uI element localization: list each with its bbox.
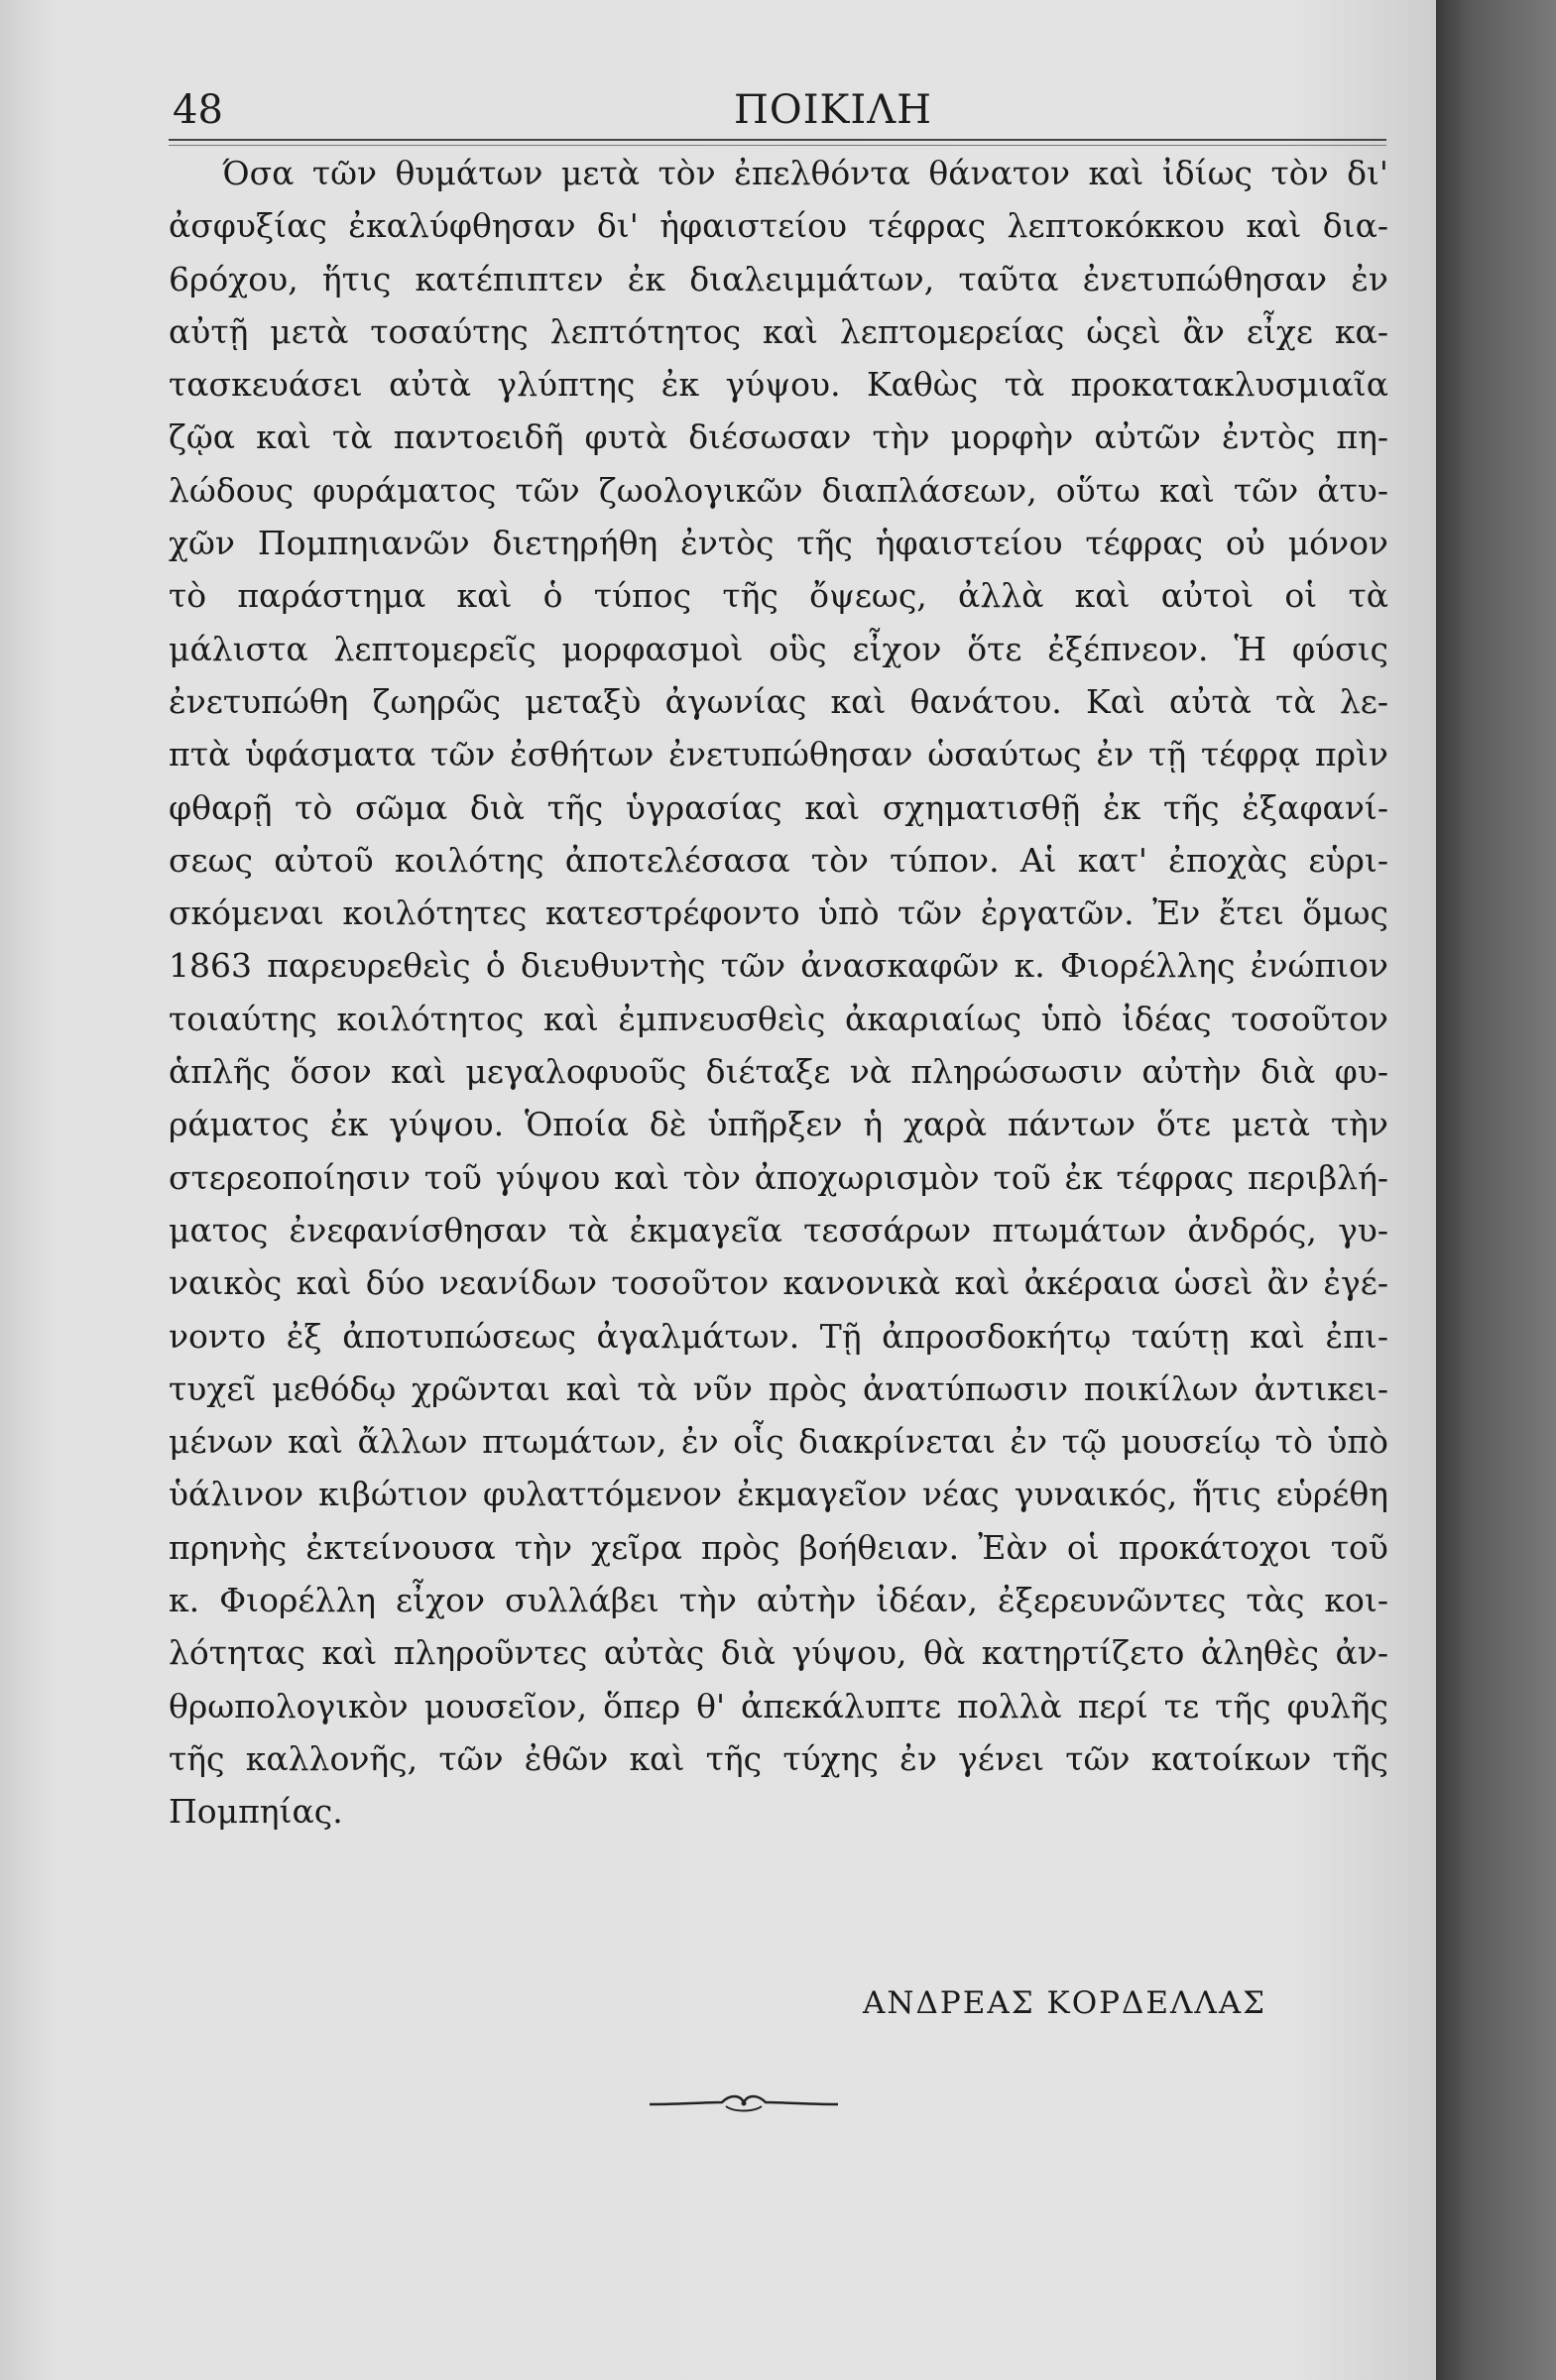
text-line: τασκευάσει αὐτὰ γλύπτης ἐκ γύψου. Καθὼς τὰ προκατακλυσμιαῖα — [169, 365, 1388, 405]
text-line: τὸ παράστημα καὶ ὁ τύπος τῆς ὄψεως, ἀλλὰ καὶ αὐτοὶ οἱ τὰ — [169, 576, 1388, 616]
text-line: λώδους φυράματος τῶν ζωολογικῶν διαπλάσεων, οὕτω καὶ τῶν ἀτυ- — [169, 470, 1388, 510]
page-number: 48 — [173, 87, 223, 133]
text-line: κ. Φιορέλλη εἶχον συλλάβει τὴν αὐτὴν ἰδέαν, ἐξερευνῶντες τὰς κοι- — [169, 1581, 1388, 1620]
text-line: σεως αὐτοῦ κοιλότης ἀποτελέσασα τὸν τύπον. Αἱ κατ' ἐποχὰς εὑρι- — [169, 840, 1388, 880]
running-title: ΠΟΙΚΙΛΗ — [734, 87, 932, 133]
text-line: ἁπλῆς ὅσον καὶ μεγαλοφυοῦς διέταξε νὰ πληρώσωσιν αὐτὴν διὰ φυ- — [169, 1052, 1388, 1092]
text-line: νοντο ἐξ ἀποτυπώσεως ἀγαλμάτων. Τῇ ἀπροσδοκήτῳ ταύτῃ καὶ ἐπι- — [169, 1316, 1388, 1356]
text-line: Πομπηίας. — [169, 1792, 343, 1832]
text-line: 1863 παρευρεθεὶς ὁ διευθυντὴς τῶν ἀνασκαφῶν κ. Φιορέλλης ἐνώπιον — [169, 946, 1388, 986]
text-line: τοιαύτης κοιλότητος καὶ ἐμπνευσθεὶς ἀκαριαίως ὑπὸ ἰδέας τοσοῦτον — [169, 999, 1388, 1038]
text-line: 6ρόχου, ἥτις κατέπιπτεν ἐκ διαλειμμάτων, ταῦτα ἐνετυπώθησαν ἐν — [169, 259, 1388, 298]
text-line: ράματος ἐκ γύψου. Ὁποία δὲ ὑπῆρξεν ἡ χαρὰ πάντων ὅτε μετὰ τὴν — [169, 1105, 1388, 1144]
article-body — [169, 147, 1388, 1839]
text-line: ματος ἐνεφανίσθησαν τὰ ἐκμαγεῖα τεσσάρων πτωμάτων ἀνδρός, γυ- — [169, 1210, 1388, 1250]
header-rule — [169, 139, 1386, 146]
text-line: ἐνετυπώθη ζωηρῶς μεταξὺ ἀγωνίας καὶ θανάτου. Καὶ αὐτὰ τὰ λε- — [169, 681, 1388, 721]
text-line: αὐτῇ μετὰ τοσαύτης λεπτότητος καὶ λεπτομερείας ὡςεὶ ἂν εἶχε κα- — [169, 311, 1388, 351]
text-line: πτὰ ὑφάσματα τῶν ἐσθήτων ἐνετυπώθησαν ὡσαύτως ἐν τῇ τέφρᾳ πρὶν — [169, 735, 1388, 774]
text-line: Όσα τῶν θυμάτων μετὰ τὸν ἐπελθόντα θάνατον καὶ ἰδίως τὸν δι' — [222, 154, 1388, 192]
text-line: μάλιστα λεπτομερεῖς μορφασμοὶ οὓς εἶχον ὅτε ἐξέπνεον. Ἡ φύσις — [169, 629, 1388, 668]
text-line: ὑάλινον κιβώτιον φυλαττόμενον ἐκμαγεῖον νέας γυναικός, ἥτις εὑρέθη — [169, 1475, 1388, 1514]
page-edge-shadow — [1436, 0, 1556, 2380]
text-line: ἀσφυξίας ἐκαλύφθησαν δι' ἡφαιστείου τέφρας λεπτοκόκκου καὶ δια- — [169, 206, 1388, 246]
text-line: ζῷα καὶ τὰ παντοειδῆ φυτὰ διέσωσαν τὴν μορφὴν αὐτῶν ἐντὸς πη- — [169, 417, 1388, 457]
tailpiece-flourish-icon — [645, 2082, 843, 2122]
text-line: θρωπολογικὸν μουσεῖον, ὅπερ θ' ἀπεκάλυπτε πολλὰ περί τε τῆς φυλῆς — [169, 1686, 1388, 1726]
author-signature: ΑΝΔΡΕΑΣ ΚΟΡΔΕΛΛΑΣ — [863, 1985, 1267, 2021]
page-header — [169, 87, 1383, 137]
text-line: στερεοποίησιν τοῦ γύψου καὶ τὸν ἀποχωρισμὸν τοῦ ἐκ τέφρας περιβλή- — [169, 1157, 1388, 1197]
text-line: χῶν Πομπηιανῶν διετηρήθη ἐντὸς τῆς ἡφαιστείου τέφρας οὐ μόνον — [169, 524, 1388, 563]
text-line: μένων καὶ ἄλλων πτωμάτων, ἐν οἷς διακρίνεται ἐν τῷ μουσείῳ τὸ ὑπὸ — [169, 1422, 1388, 1462]
text-line: τῆς καλλονῆς, τῶν ἐθῶν καὶ τῆς τύχης ἐν γένει τῶν κατοίκων τῆς — [169, 1738, 1388, 1778]
text-line: πρηνὴς ἐκτείνουσα τὴν χεῖρα πρὸς βοήθειαν. Ἐὰν οἱ προκάτοχοι τοῦ — [169, 1527, 1388, 1567]
text-line: λότητας καὶ πληροῦντες αὐτὰς διὰ γύψου, θὰ κατηρτίζετο ἀληθὲς ἀν- — [169, 1633, 1388, 1673]
text-line: σκόμεναι κοιλότητες κατεστρέφοντο ὑπὸ τῶν ἐργατῶν. Ἐν ἔτει ὅμως — [169, 893, 1388, 933]
text-line: τυχεῖ μεθόδῳ χρῶνται καὶ τὰ νῦν πρὸς ἀνατύπωσιν ποικίλων ἀντικει- — [169, 1368, 1388, 1408]
text-line: φθαρῇ τὸ σῶμα διὰ τῆς ὑγρασίας καὶ σχηματισθῇ ἐκ τῆς ἐξαφανί- — [169, 787, 1388, 827]
text-line: ναικὸς καὶ δύο νεανίδων τοσοῦτον κανονικὰ καὶ ἀκέραια ὡσεὶ ἂν ἐγέ- — [169, 1263, 1388, 1303]
